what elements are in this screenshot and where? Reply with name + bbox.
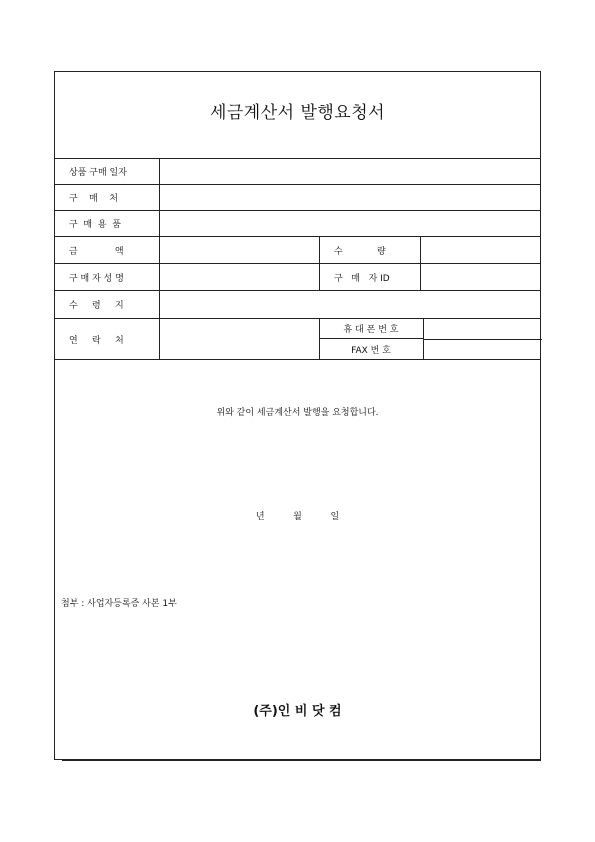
row-purchase-date [55, 159, 540, 185]
request-sentence: 위와 같이 세금계산서 발행을 요청합니다. [216, 408, 379, 418]
company-name: (주)인 비 닷 컴 [253, 704, 342, 719]
label-mobile: 휴 대 폰 번 호 [319, 319, 424, 339]
label-buyer-name: 구 매 자 성 명 [55, 264, 160, 290]
label-buyer-id: 구 매 자 ID [319, 264, 421, 290]
row-receiver [55, 291, 540, 319]
document-title: 세금계산서 발행요청서 [209, 102, 386, 123]
divider [424, 339, 542, 340]
title-area [55, 72, 540, 159]
row-amount [55, 237, 540, 264]
row-item [55, 211, 540, 237]
form-frame [54, 71, 541, 760]
label-quantity: 수 량 [319, 237, 421, 263]
date-line: 년 월 일 [255, 512, 340, 522]
label-item: 구 매 용 품 [55, 211, 160, 236]
label-purchaser: 구 매 처 [55, 185, 160, 210]
label-receiver: 수 령 지 [55, 291, 160, 318]
row-purchaser [55, 185, 540, 211]
label-amount: 금 액 [55, 237, 160, 263]
row-buyer [55, 264, 540, 291]
row-contact [55, 319, 540, 360]
label-contact: 연 락 처 [55, 319, 160, 359]
attachment-note: 첨부 : 사업자등록증 사본 1부 [61, 599, 177, 609]
bottom-rule [62, 760, 541, 761]
label-purchase-date: 상품 구매 일자 [55, 159, 160, 184]
label-fax: FAX 번 호 [319, 339, 424, 359]
